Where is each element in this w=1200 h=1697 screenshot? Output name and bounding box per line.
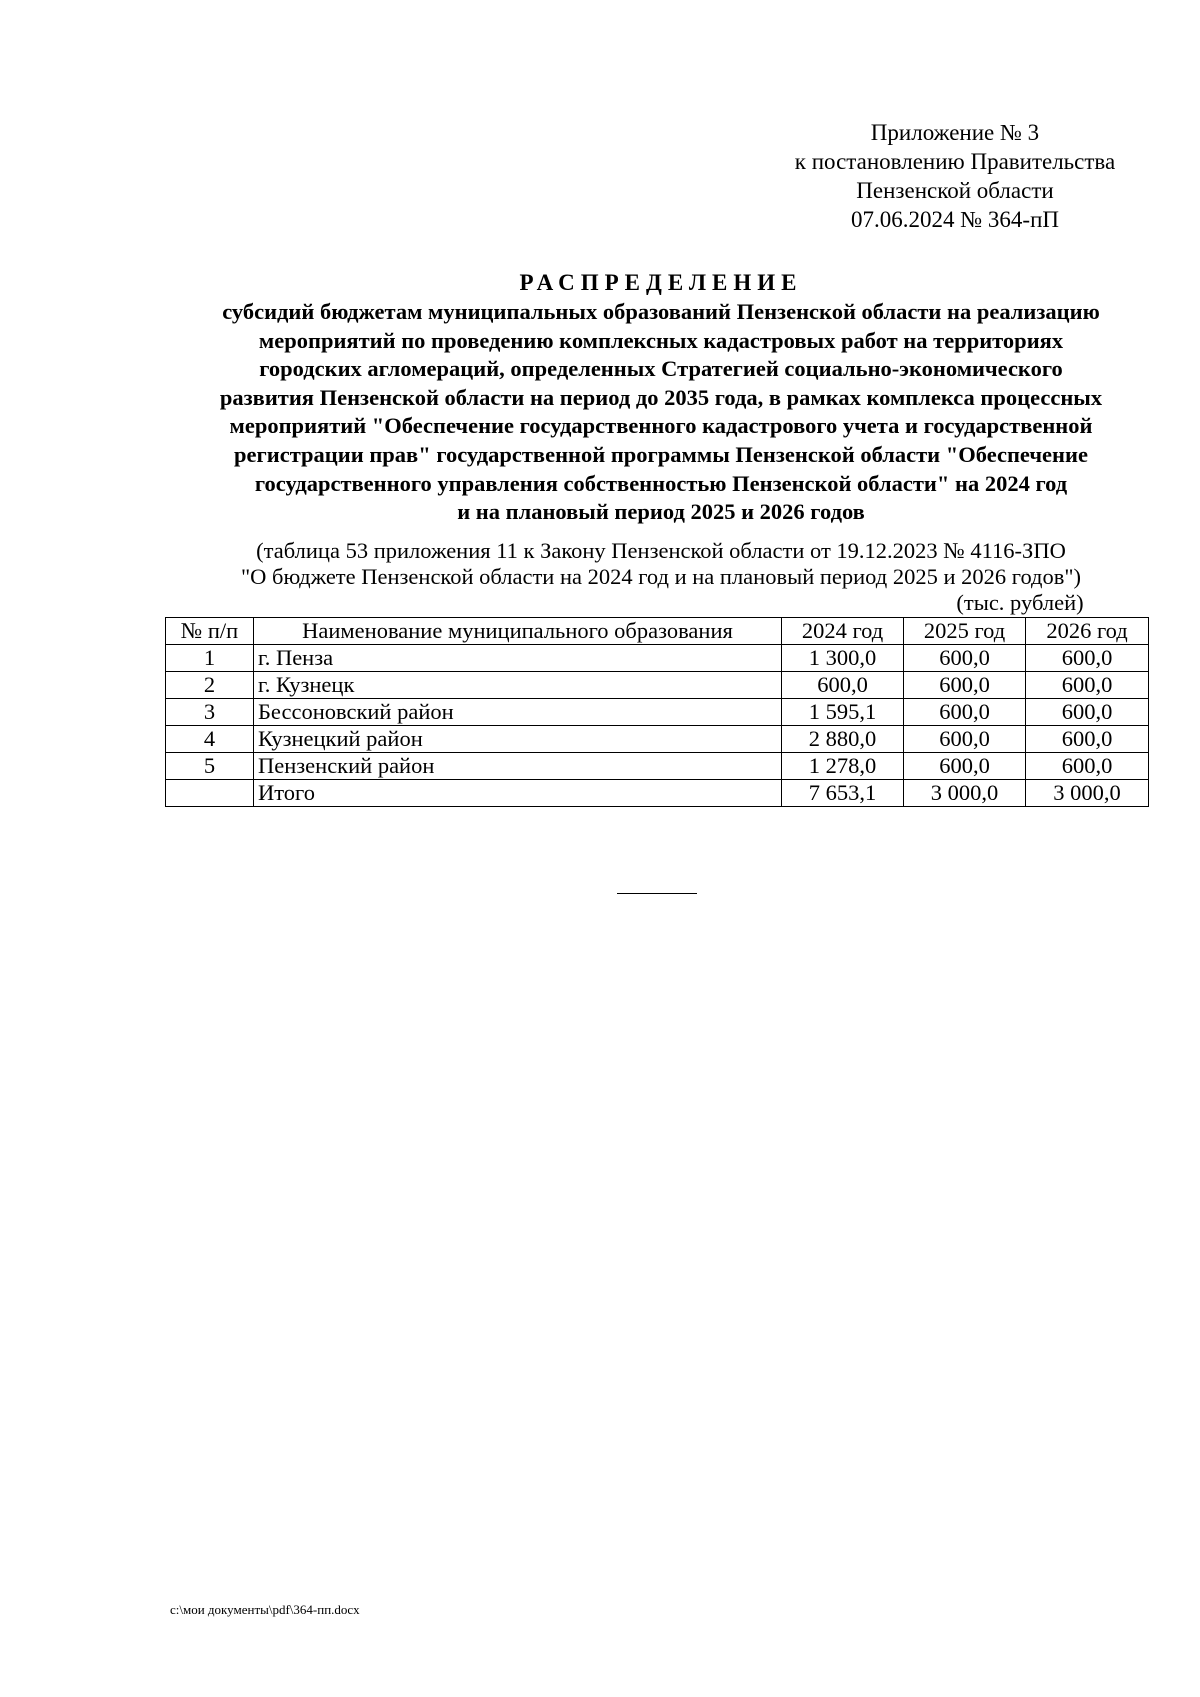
table-row bbox=[166, 699, 1149, 726]
header-year-2024: 2024 год bbox=[782, 618, 904, 645]
table-header-row bbox=[166, 618, 1149, 645]
value-2024: 2 880,0 bbox=[782, 726, 904, 753]
subtitle-line: развития Пензенской области на период до 2035 года, в рамках комплекса процессных bbox=[219, 384, 1103, 410]
source-reference bbox=[170, 538, 1152, 590]
value-2024: 600,0 bbox=[782, 672, 904, 699]
row-number: 1 bbox=[166, 645, 254, 672]
table-row bbox=[166, 672, 1149, 699]
approval-appendix-number: Приложение № 3 bbox=[870, 120, 1040, 145]
footer-file-path: c:\мои документы\pdf\364-пп.docx bbox=[170, 1602, 360, 1617]
approval-region: Пензенской области bbox=[856, 178, 1054, 203]
table-row bbox=[166, 753, 1149, 780]
value-2025: 600,0 bbox=[904, 645, 1026, 672]
total-label: Итого bbox=[254, 780, 782, 807]
approval-block bbox=[760, 118, 1150, 234]
units-label: (тыс. рублей) bbox=[956, 590, 1084, 615]
value-2025: 600,0 bbox=[904, 726, 1026, 753]
document-title: РАСПРЕДЕЛЕНИЕ bbox=[519, 270, 803, 295]
row-number bbox=[166, 780, 254, 807]
value-2025: 600,0 bbox=[904, 753, 1026, 780]
row-number: 3 bbox=[166, 699, 254, 726]
source-line: "О бюджете Пензенской области на 2024 год и на плановый период 2025 и 2026 годов") bbox=[240, 564, 1082, 589]
document-subtitle bbox=[170, 298, 1152, 527]
municipality-name: Пензенский район bbox=[254, 753, 782, 780]
municipality-name: Бессоновский район bbox=[254, 699, 782, 726]
subtitle-line: регистрации прав" государственной программы Пензенской области "Обеспечение bbox=[234, 441, 1088, 467]
subtitle-line: и на плановый период 2025 и 2026 годов bbox=[457, 499, 865, 525]
value-2026: 600,0 bbox=[1026, 726, 1149, 753]
header-municipality: Наименование муниципального образования bbox=[254, 618, 782, 645]
value-2026: 600,0 bbox=[1026, 672, 1149, 699]
value-2026: 600,0 bbox=[1026, 753, 1149, 780]
table-row bbox=[166, 645, 1149, 672]
value-2024: 1 595,1 bbox=[782, 699, 904, 726]
value-2026: 600,0 bbox=[1026, 699, 1149, 726]
municipality-name: г. Кузнецк bbox=[254, 672, 782, 699]
row-number: 2 bbox=[166, 672, 254, 699]
subtitle-line: мероприятий по проведению комплексных кадастровых работ на территориях bbox=[258, 327, 1064, 353]
header-year-2025: 2025 год bbox=[904, 618, 1026, 645]
value-2025: 600,0 bbox=[904, 699, 1026, 726]
total-2026: 3 000,0 bbox=[1026, 780, 1149, 807]
municipality-name: Кузнецкий район bbox=[254, 726, 782, 753]
subtitle-line: государственного управления собственностью Пензенской области" на 2024 год bbox=[254, 470, 1068, 496]
table-total-row bbox=[166, 780, 1149, 807]
table-row bbox=[166, 726, 1149, 753]
total-2024: 7 653,1 bbox=[782, 780, 904, 807]
row-number: 4 bbox=[166, 726, 254, 753]
subtitle-line: городских агломераций, определенных Стратегией социально-экономического bbox=[259, 356, 1063, 382]
approval-date-number: 07.06.2024 № 364-пП bbox=[850, 207, 1060, 232]
total-2025: 3 000,0 bbox=[904, 780, 1026, 807]
source-line: (таблица 53 приложения 11 к Закону Пензенской области от 19.12.2023 № 4116-ЗПО bbox=[256, 538, 1066, 563]
subtitle-line: субсидий бюджетам муниципальных образований Пензенской области на реализацию bbox=[222, 299, 1100, 324]
approval-resolution-ref: к постановлению Правительства bbox=[794, 149, 1116, 174]
row-number: 5 bbox=[166, 753, 254, 780]
value-2024: 1 300,0 bbox=[782, 645, 904, 672]
distribution-table bbox=[165, 617, 1149, 807]
value-2024: 1 278,0 bbox=[782, 753, 904, 780]
subtitle-line: мероприятий "Обеспечение государственного кадастрового учета и государственной bbox=[229, 413, 1093, 439]
municipality-name: г. Пенза bbox=[254, 645, 782, 672]
value-2026: 600,0 bbox=[1026, 645, 1149, 672]
end-separator-line bbox=[617, 893, 697, 894]
header-year-2026: 2026 год bbox=[1026, 618, 1149, 645]
value-2025: 600,0 bbox=[904, 672, 1026, 699]
header-number: № п/п bbox=[166, 618, 254, 645]
